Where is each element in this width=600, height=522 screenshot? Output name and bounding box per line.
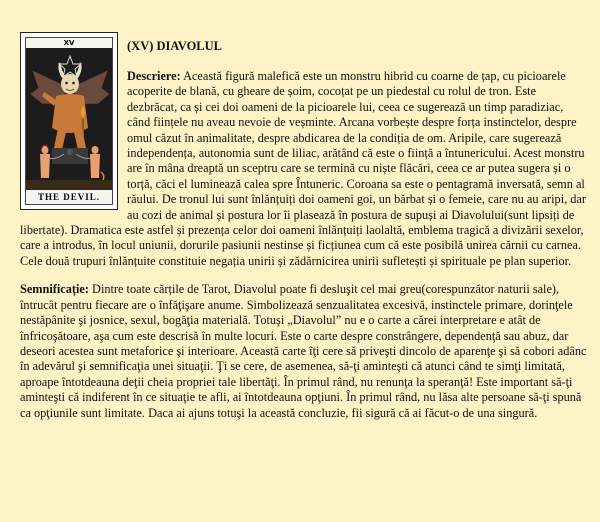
devil-illustration <box>26 48 113 192</box>
description-text: Această figură malefică este un monstru hibrid cu coarne de țap, cu picioarele acoperite de blană, cu gheare de șoim, cocoțat pe un piedestal cu rolul de tron. Este dezbrăcat, ca și cei doi oameni de la picioarele lui, ceea ce sugerează un timp paradiziac, când ființele nu aveau nevoie de veșminte. Arcana vorbește despre forța instinctelor, despre omul căzut în animalitate, despre abdicarea de la condiția de om. Aripile, care sugerează independența, autonomia sunt de liliac, arătând că este o ființă a întunericului. Acest monstru are în mâna dreaptă un sceptru care se termină cu niște flăcări, ceea ce ar putea sugera și o torță, căci el luminează calea spre Întuneric. Coroana sa este o pentagramă inversată, semn al răului. De tronul lui sunt înlănțuiți doi oameni goi, un bărbat și o femeie, care nu au aripi, dar au cozi de animal și postura lor îi plasează în postura de supuși ai Diavolului(sunt lipsiți de libertate). Dramatica este astfel și prezența celor doi oameni înlănțuiți laolaltă, emblema tragică a divizării sexelor, care a introdus, în locul uniunii, dorurile pasiunii nestinse și ficțiunea cum că este posibilă unirea cărnii cu carnea. Cele două trupuri înlănțuite constituie negația unirii și zădărnicirea unirii sufletești și spirituale pe plan superior. <box>20 69 586 268</box>
description-label: Descriere: <box>127 69 181 83</box>
devil-tarot-card-image <box>20 32 118 210</box>
card-numeral: XV <box>26 38 112 48</box>
meaning-paragraph <box>20 282 588 421</box>
page-title: (XV) DIAVOLUL <box>127 39 223 53</box>
meaning-text: Dintre toate cărțile de Tarot, Diavolul poate fi desluşit cel mai greu(corespunzător naturii sale), întrucât pentru fiecare are o înfăţişare anume. Simbolizează senzualitatea excesivă, instinctele primare, dorinţele nestăpânite şi josnice, sexul, bogăţia materială. Totuşi „Diavolul” nu e o carte a cărei interpretare e atât de înfricoşătoare, aşa cum este descrisă în multe locuri. Este o carte despre constrângere, dependenţă sau abuz, dar deseori acestea sunt metaforice şi interioare. Această carte îţi cere să priveşti dincolo de aparenţe şi să cobori adânc în adevărul şi semnificaţia unei situaţii. Ţi se cere, de asemenea, să-ţi aminteşti că atunci când te simţi limitată, aproape întotdeauna deţii cheia propriei tale libertăţi. În primul rând, nu renunţa la speranţă! Este important să-ţi aminteşti că indiferent în ce situaţie te afli, ai întotdeauna opţiuni. În primul rând, nu lăsa alte persoane să-ţi spună ca opţiunile sunt limitate. Daca ai ajuns totuşi la această concluzie, fii sigură că ai făcut-o de una singură. <box>20 282 587 420</box>
card-name-label: THE DEVIL. <box>26 190 112 204</box>
card-artwork <box>25 37 113 205</box>
meaning-label: Semnificație: <box>20 282 89 297</box>
